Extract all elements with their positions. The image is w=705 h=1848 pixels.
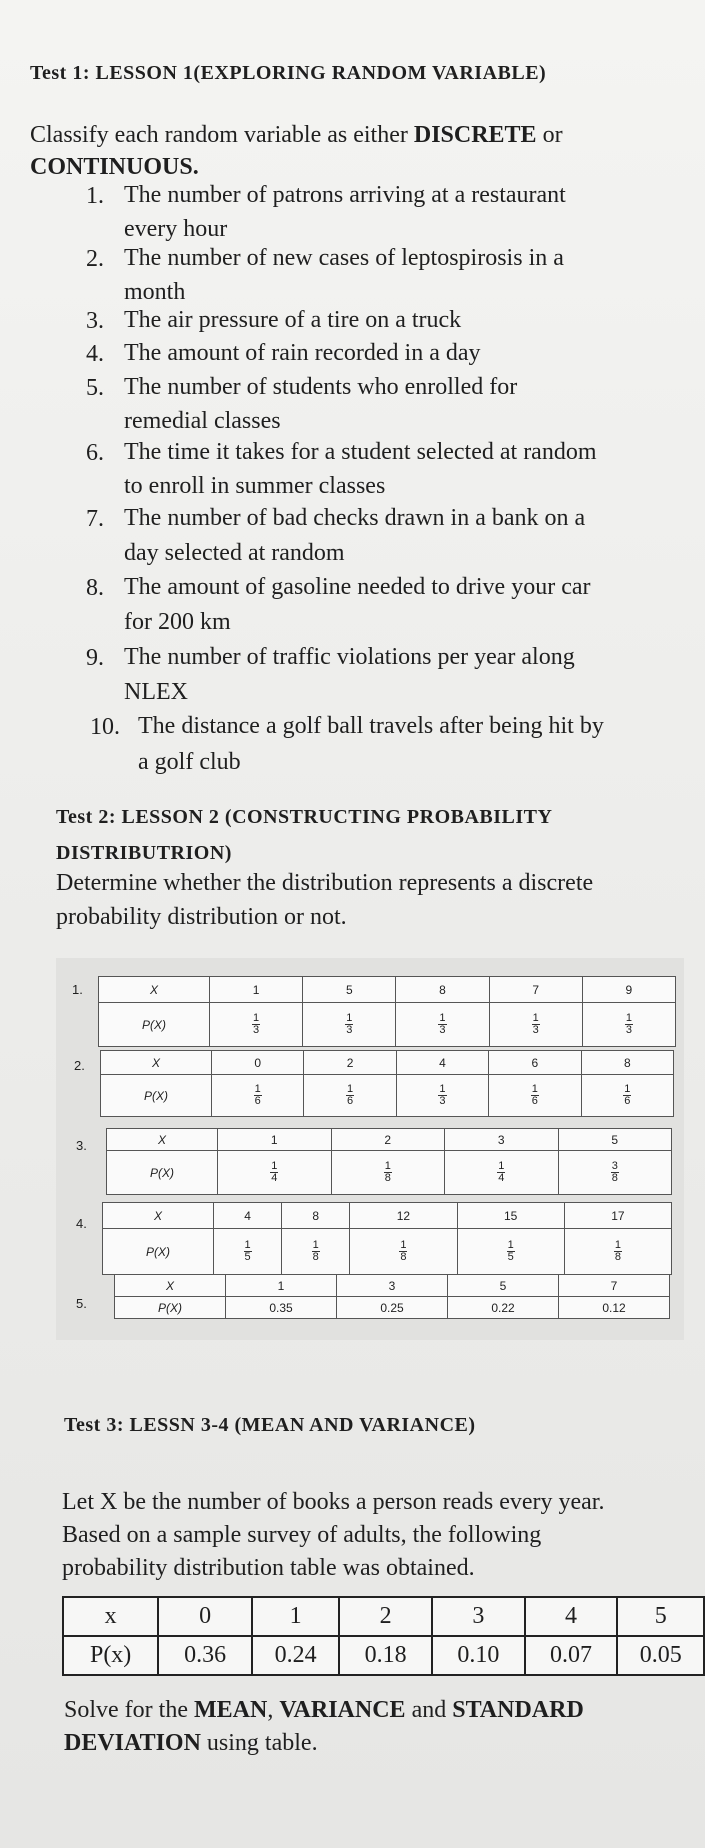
list-item: The number of patrons arriving at a restaurant bbox=[124, 182, 566, 208]
books-distribution-table: x 0 1 2 3 4 5 P(x) 0.36 0.24 0.18 0.10 0.07 0.05 bbox=[62, 1596, 705, 1676]
list-item: The number of bad checks drawn in a bank on a bbox=[124, 505, 586, 531]
test2-instruction-line2: probability distribution or not. bbox=[56, 904, 347, 930]
test2-heading-line1: Test 2: LESSON 2 (CONSTRUCTING PROBABILITY bbox=[56, 806, 553, 828]
distribution-table-4: X 4 8 12 15 17 P(X) $\frac{1}{5}$ $\frac{1}{8}$ $\frac{1}{8}$ $\frac{1}{5}$ $\frac{1}{8}$ bbox=[102, 1202, 672, 1275]
item-number: 7. bbox=[86, 506, 104, 532]
table-number: 2. bbox=[74, 1058, 85, 1073]
item-number: 5. bbox=[86, 375, 104, 401]
x-label: X bbox=[99, 977, 210, 1003]
list-item: every hour bbox=[124, 216, 228, 242]
test1-instruction-line2: CONTINUOUS. bbox=[30, 154, 199, 180]
test2-heading-line2: DISTRIBUTRION) bbox=[56, 842, 232, 864]
distribution-table-5: X 1 3 5 7 P(X) 0.35 0.25 0.22 0.12 bbox=[114, 1274, 670, 1319]
list-item: The time it takes for a student selected at random bbox=[124, 439, 597, 465]
table-number: 5. bbox=[76, 1296, 87, 1311]
item-number: 10. bbox=[90, 714, 120, 740]
test1-heading: Test 1: LESSON 1(EXPLORING RANDOM VARIABLE) bbox=[30, 62, 547, 84]
list-item: remedial classes bbox=[124, 408, 281, 434]
test2-instruction-line1: Determine whether the distribution represents a discrete bbox=[56, 870, 594, 896]
list-item: a golf club bbox=[138, 749, 241, 775]
item-number: 9. bbox=[86, 645, 104, 671]
table-number: 1. bbox=[72, 982, 83, 997]
list-item: The number of students who enrolled for bbox=[124, 374, 518, 400]
list-item: day selected at random bbox=[124, 540, 345, 566]
list-item: The air pressure of a tire on a truck bbox=[124, 307, 462, 333]
item-number: 6. bbox=[86, 440, 104, 466]
item-number: 4. bbox=[86, 341, 104, 367]
list-item: to enroll in summer classes bbox=[124, 473, 386, 499]
item-number: 1. bbox=[86, 183, 104, 209]
item-number: 2. bbox=[86, 246, 104, 272]
list-item: The amount of rain recorded in a day bbox=[124, 340, 481, 366]
table-number: 3. bbox=[76, 1138, 87, 1153]
list-item: for 200 km bbox=[124, 609, 231, 635]
list-item: The number of traffic violations per year along bbox=[124, 644, 575, 670]
test3-paragraph-line3: probability distribution table was obtained. bbox=[62, 1555, 475, 1581]
test3-task-line1: Solve for the MEAN, VARIANCE and STANDARD bbox=[64, 1697, 584, 1723]
list-item: The number of new cases of leptospirosis in a bbox=[124, 245, 564, 271]
test3-paragraph-line2: Based on a sample survey of adults, the following bbox=[62, 1522, 542, 1548]
px-label: P(X) bbox=[99, 1003, 210, 1047]
px-label: P(x) bbox=[63, 1636, 158, 1675]
distribution-table-2: X 0 2 4 6 8 P(X) $\frac{1}{6}$ $\frac{1}{6}$ $\frac{1}{3}$ $\frac{1}{6}$ $\frac{1}{6}$ bbox=[100, 1050, 674, 1117]
distribution-table-1: X 1 5 8 7 9 P(X) $\frac{1}{3}$ $\frac{1}{3}$ $\frac{1}{3}$ $\frac{1}{3}$ $\frac{1}{3}$ bbox=[98, 976, 676, 1047]
item-number: 3. bbox=[86, 308, 104, 334]
test3-heading: Test 3: LESSN 3-4 (MEAN AND VARIANCE) bbox=[64, 1414, 476, 1436]
test3-paragraph-line1: Let X be the number of books a person reads every year. bbox=[62, 1489, 605, 1515]
distribution-table-3: X 1 2 3 5 P(X) $\frac{1}{4}$ $\frac{1}{8}$ $\frac{1}{4}$ $\frac{3}{8}$ bbox=[106, 1128, 672, 1195]
list-item: The amount of gasoline needed to drive your car bbox=[124, 574, 591, 600]
item-number: 8. bbox=[86, 575, 104, 601]
list-item: The distance a golf ball travels after being hit by bbox=[138, 713, 604, 739]
x-label: x bbox=[63, 1597, 158, 1636]
list-item: month bbox=[124, 279, 186, 305]
test1-instruction-line1: Classify each random variable as either DISCRETE or bbox=[30, 122, 563, 148]
distribution-tables-panel bbox=[56, 958, 684, 1340]
test3-task-line2: DEVIATION using table. bbox=[64, 1730, 318, 1756]
list-item: NLEX bbox=[124, 679, 188, 705]
table-number: 4. bbox=[76, 1216, 87, 1231]
